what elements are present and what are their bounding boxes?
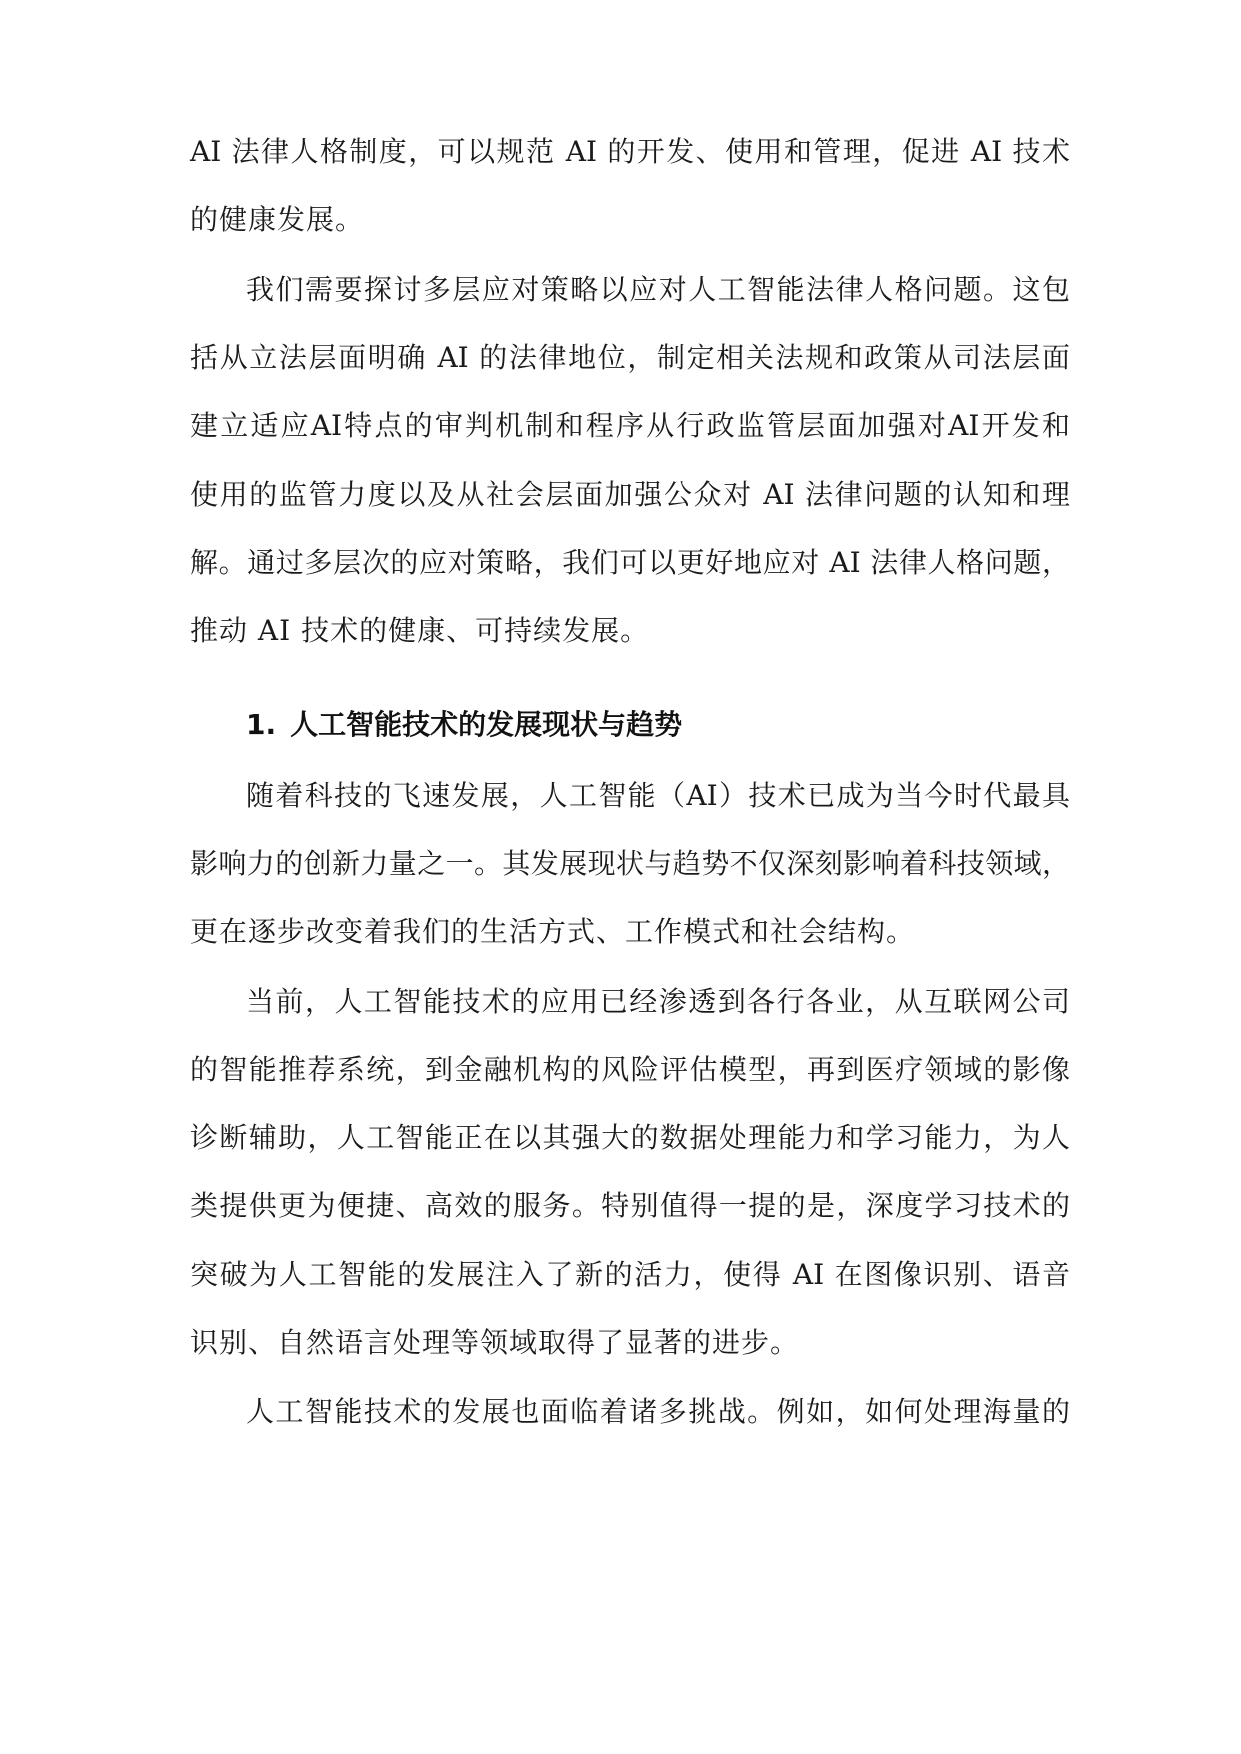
paragraph-4-line-3: 诊断辅助，人工智能正在以其强大的数据处理能力和学习能力，为人 [190, 1121, 1070, 1154]
section-title: 人工智能技术的发展现状与趋势 [290, 708, 683, 741]
paragraph-3-line-1: 随着科技的飞速发展，人工智能（AI）技术已成为当今时代最具 [246, 779, 1070, 812]
paragraph-2-line-3: 建立适应AI特点的审判机制和程序从行政监管层面加强对AI开发和 [190, 409, 1070, 442]
paragraph-2-line-2: 括从立法层面明确 AI 的法律地位，制定相关法规和政策从司法层面 [190, 341, 1070, 374]
paragraph-4-line-2: 的智能推荐系统，到金融机构的风险评估模型，再到医疗领域的影像 [190, 1053, 1070, 1086]
paragraph-2-line-4: 使用的监管力度以及从社会层面加强公众对 AI 法律问题的认知和理 [190, 478, 1070, 511]
paragraph-2-line-6: 推动 AI 技术的健康、可持续发展。 [190, 614, 650, 647]
paragraph-2-line-5: 解。通过多层次的应对策略，我们可以更好地应对 AI 法律人格问题， [190, 546, 1070, 579]
paragraph-3-line-3: 更在逐步改变着我们的生活方式、工作模式和社会结构。 [190, 915, 916, 948]
section-number: 1. [246, 708, 277, 741]
paragraph-4-line-1: 当前，人工智能技术的应用已经渗透到各行各业，从互联网公司 [246, 985, 1070, 1018]
paragraph-5-line-1: 人工智能技术的发展也面临着诸多挑战。例如，如何处理海量的 [246, 1395, 1070, 1428]
section-heading [246, 705, 682, 745]
paragraph-4-line-4: 类提供更为便捷、高效的服务。特别值得一提的是，深度学习技术的 [190, 1189, 1070, 1222]
paragraph-4-line-6: 识别、自然语言处理等领域取得了显著的进步。 [190, 1326, 800, 1359]
paragraph-4-line-5: 突破为人工智能的发展注入了新的活力，使得 AI 在图像识别、语音 [190, 1258, 1070, 1291]
paragraph-3-line-2: 影响力的创新力量之一。其发展现状与趋势不仅深刻影响着科技领域， [190, 847, 1070, 880]
paragraph-2-line-1: 我们需要探讨多层应对策略以应对人工智能法律人格问题。这包 [246, 273, 1070, 306]
paragraph-1-line-2: 的健康发展。 [190, 203, 365, 236]
paragraph-1-line-1: AI 法律人格制度，可以规范 AI 的开发、使用和管理，促进 AI 技术 [190, 135, 1070, 168]
